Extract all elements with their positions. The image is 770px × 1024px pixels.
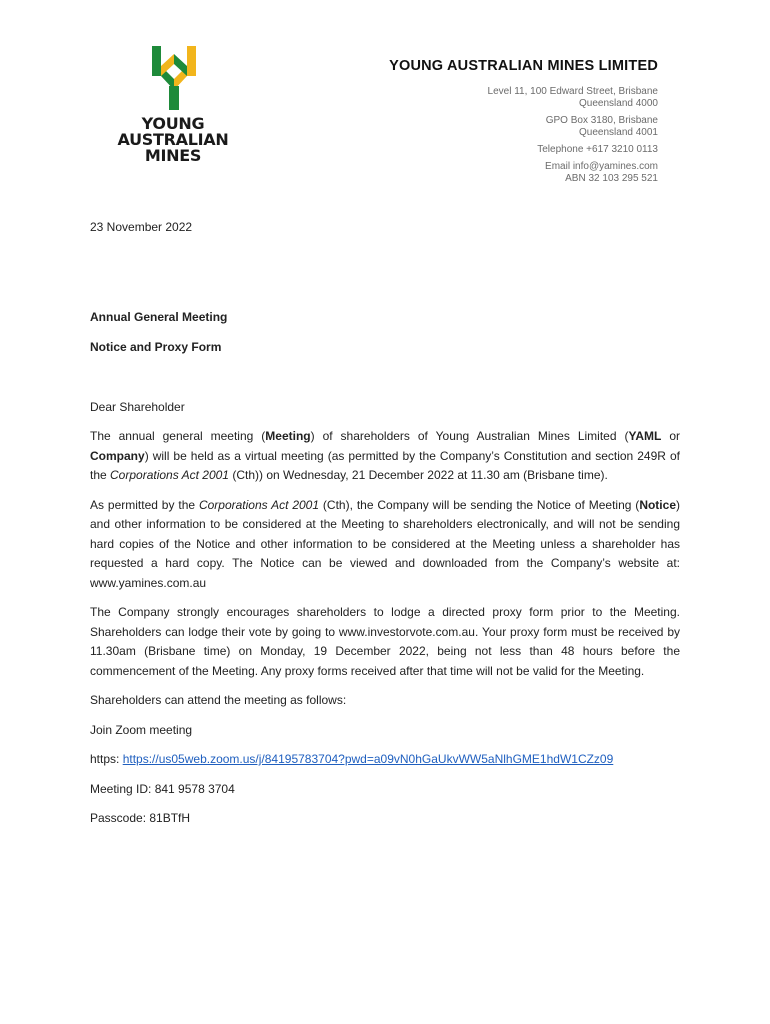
logo-line: MINES <box>144 146 202 165</box>
meeting-id: Meeting ID: 841 9578 3704 <box>90 781 235 796</box>
letter-body <box>90 218 680 839</box>
telephone-line: Telephone +617 3210 0113 <box>537 144 658 155</box>
heading-agm: Annual General Meeting <box>90 309 228 324</box>
logo-line: AUSTRALIAN <box>117 130 229 149</box>
text: As permitted by the <box>90 497 199 512</box>
bold-term: Notice <box>639 497 676 512</box>
paragraph-meeting <box>90 427 680 486</box>
letterhead <box>338 58 658 185</box>
italic-term: Corporations Act 2001 <box>198 497 320 512</box>
text: ) and other information to be considered at the Meeting to shareholders electronically, and will not be sending hard copies of the Notice and other information to be considered at the Meeting unless a shareholder has requested a hard copy. The Notice can be viewed and downloaded from the Company’s website at: www.yamines.com.au <box>90 497 680 590</box>
salutation: Dear Shareholder <box>90 399 185 414</box>
paragraph-proxy: The Company strongly encourages shareholders to lodge a directed proxy form prior to the Meeting. Shareholders can lodge their vote by going to www.investorvote.com.au. Your proxy form must be received by 11.30am (Brisbane time) on Monday, 19 December 2022, being not less than 48 hours before the commencement of the Meeting. Any proxy forms received after that time will not be valid for the Meeting. <box>90 605 680 678</box>
passcode: Passcode: 81BTfH <box>90 811 191 825</box>
address-line: Level 11, 100 Edward Street, Brisbane <box>487 86 658 97</box>
text: (Cth)) on Wednesday, 21 December 2022 at 11.30 am (Brisbane time). <box>228 468 608 482</box>
email-line: Email info@yamines.com <box>545 161 658 172</box>
zoom-prefix: https: <box>90 752 123 766</box>
text: The annual general meeting ( <box>90 429 266 443</box>
italic-term: Corporations Act 2001 <box>110 468 229 482</box>
zoom-heading: Join Zoom meeting <box>90 722 193 737</box>
logo-wordmark <box>108 116 238 164</box>
address-line: Queensland 4000 <box>579 98 658 109</box>
text: or <box>661 429 680 443</box>
bold-term: YAML <box>628 429 662 443</box>
text: ) will be held as a virtual meeting (as permitted by the Company’s Constitution and section 249R of the <box>90 448 680 482</box>
yam-logo-icon <box>152 46 196 110</box>
address-line: GPO Box 3180, Brisbane <box>545 115 658 126</box>
abn-line: ABN 32 103 295 521 <box>565 173 658 184</box>
company-name: YOUNG AUSTRALIAN MINES LIMITED <box>389 58 658 74</box>
text: ) of shareholders of Young Australian Mines Limited ( <box>310 429 629 443</box>
text: (Cth), the Company will be sending the Notice of Meeting ( <box>319 497 640 512</box>
heading-notice: Notice and Proxy Form <box>90 340 222 354</box>
bold-term: Company <box>90 448 145 463</box>
company-logo <box>108 46 238 164</box>
paragraph-attend: Shareholders can attend the meeting as follows: <box>90 693 347 707</box>
zoom-link[interactable]: https://us05web.zoom.us/j/84195783704?pwd=a09vN0hGaUkvWW5aNlhGME1hdW1CZz09 <box>122 752 614 766</box>
letter-date: 23 November 2022 <box>90 220 193 234</box>
zoom-link-line <box>90 750 680 770</box>
logo-line: YOUNG <box>141 114 205 133</box>
paragraph-notice <box>90 496 680 594</box>
address-line: Queensland 4001 <box>579 127 658 138</box>
bold-term: Meeting <box>265 429 311 443</box>
